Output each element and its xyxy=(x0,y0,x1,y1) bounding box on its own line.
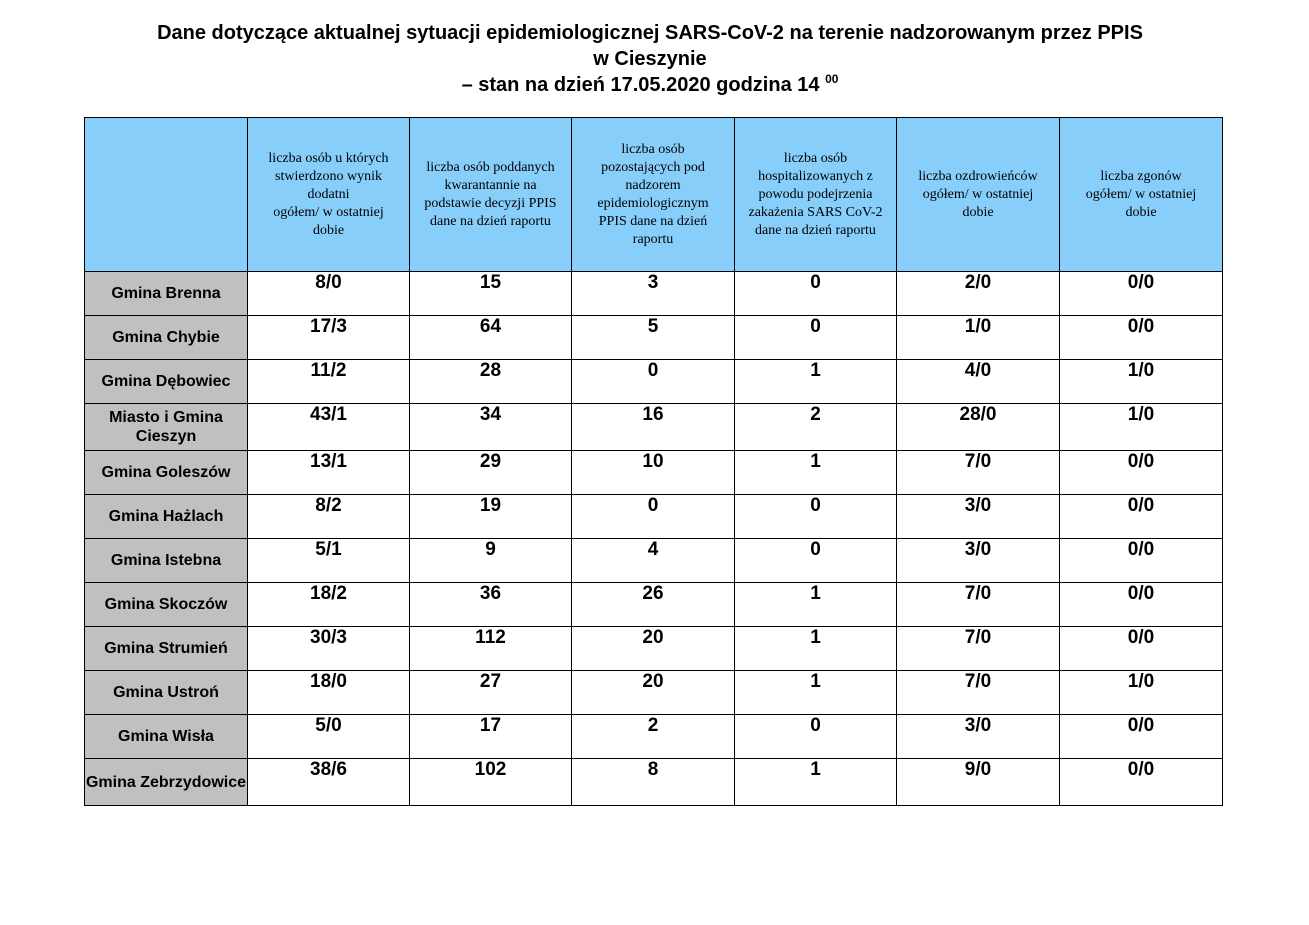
header-positive-cases: liczba osób u których stwierdzono wynik dodatni ogółem/ w ostatniej dobie xyxy=(248,118,410,272)
header-quarantine: liczba osób poddanych kwarantannie na podstawie decyzji PPIS dane na dzień raportu xyxy=(410,118,572,272)
value-cell: 0/0 xyxy=(1060,316,1223,360)
value-cell: 19 xyxy=(410,495,572,539)
table-row xyxy=(85,272,1223,316)
value-cell: 102 xyxy=(410,759,572,806)
value-cell: 1 xyxy=(735,627,897,671)
value-cell: 17/3 xyxy=(248,316,410,360)
value-cell: 0 xyxy=(735,495,897,539)
value-cell: 112 xyxy=(410,627,572,671)
header-hospitalized: liczba osób hospitalizowanych z powodu podejrzenia zakażenia SARS CoV-2 dane na dzień raportu xyxy=(735,118,897,272)
title-line-2: w Cieszynie xyxy=(593,48,707,70)
value-cell: 5/1 xyxy=(248,539,410,583)
value-cell: 0/0 xyxy=(1060,272,1223,316)
value-cell: 29 xyxy=(410,451,572,495)
value-cell: 1 xyxy=(735,583,897,627)
value-cell: 9/0 xyxy=(897,759,1060,806)
value-cell: 5 xyxy=(572,316,735,360)
value-cell: 43/1 xyxy=(248,404,410,451)
value-cell: 9 xyxy=(410,539,572,583)
value-cell: 1/0 xyxy=(1060,404,1223,451)
title-line-3 xyxy=(0,72,1300,98)
value-cell: 3/0 xyxy=(897,495,1060,539)
value-cell: 30/3 xyxy=(248,627,410,671)
table-row xyxy=(85,759,1223,806)
municipality-name-cell: Gmina Skoczów xyxy=(85,583,248,627)
municipality-name-cell: Miasto i Gmina Cieszyn xyxy=(85,404,248,451)
table-row xyxy=(85,360,1223,404)
table-row xyxy=(85,671,1223,715)
value-cell: 3/0 xyxy=(897,715,1060,759)
header-recovered: liczba ozdrowieńców ogółem/ w ostatniej dobie xyxy=(897,118,1060,272)
value-cell: 0/0 xyxy=(1060,627,1223,671)
value-cell: 28 xyxy=(410,360,572,404)
value-cell: 0/0 xyxy=(1060,539,1223,583)
table-row xyxy=(85,539,1223,583)
table-row xyxy=(85,451,1223,495)
value-cell: 0/0 xyxy=(1060,759,1223,806)
value-cell: 10 xyxy=(572,451,735,495)
value-cell: 1 xyxy=(735,671,897,715)
table-row xyxy=(85,495,1223,539)
header-supervision: liczba osób pozostających pod nadzorem epidemiologicznym PPIS dane na dzień raportu xyxy=(572,118,735,272)
value-cell: 0 xyxy=(572,495,735,539)
title-date-text: – stan na dzień 17.05.2020 godzina 14 xyxy=(461,74,820,96)
value-cell: 1 xyxy=(735,759,897,806)
value-cell: 34 xyxy=(410,404,572,451)
value-cell: 27 xyxy=(410,671,572,715)
value-cell: 20 xyxy=(572,671,735,715)
table-body xyxy=(85,272,1223,806)
municipality-name-cell: Gmina Goleszów xyxy=(85,451,248,495)
value-cell: 28/0 xyxy=(897,404,1060,451)
value-cell: 0 xyxy=(735,715,897,759)
value-cell: 7/0 xyxy=(897,671,1060,715)
municipality-name-cell: Gmina Hażlach xyxy=(85,495,248,539)
value-cell: 2 xyxy=(735,404,897,451)
value-cell: 15 xyxy=(410,272,572,316)
value-cell: 36 xyxy=(410,583,572,627)
value-cell: 0 xyxy=(735,272,897,316)
value-cell: 20 xyxy=(572,627,735,671)
title-hour-superscript: 00 xyxy=(825,72,839,86)
value-cell: 1/0 xyxy=(1060,360,1223,404)
value-cell: 2 xyxy=(572,715,735,759)
value-cell: 0/0 xyxy=(1060,451,1223,495)
value-cell: 1 xyxy=(735,360,897,404)
value-cell: 7/0 xyxy=(897,583,1060,627)
value-cell: 17 xyxy=(410,715,572,759)
value-cell: 1 xyxy=(735,451,897,495)
header-deaths: liczba zgonów ogółem/ w ostatniej dobie xyxy=(1060,118,1223,272)
value-cell: 7/0 xyxy=(897,627,1060,671)
table-row xyxy=(85,316,1223,360)
value-cell: 16 xyxy=(572,404,735,451)
value-cell: 0/0 xyxy=(1060,583,1223,627)
municipality-name-cell: Gmina Wisła xyxy=(85,715,248,759)
value-cell: 5/0 xyxy=(248,715,410,759)
value-cell: 0 xyxy=(735,539,897,583)
report-title xyxy=(0,20,1300,98)
epidemic-status-table xyxy=(84,117,1223,806)
table-row xyxy=(85,715,1223,759)
title-line-1: Dane dotyczące aktualnej sytuacji epidemiologicznej SARS-CoV-2 na terenie nadzorowanym przez PPIS xyxy=(157,22,1143,44)
value-cell: 8/2 xyxy=(248,495,410,539)
value-cell: 0/0 xyxy=(1060,495,1223,539)
value-cell: 18/0 xyxy=(248,671,410,715)
municipality-name-cell: Gmina Chybie xyxy=(85,316,248,360)
value-cell: 4/0 xyxy=(897,360,1060,404)
value-cell: 3/0 xyxy=(897,539,1060,583)
value-cell: 1/0 xyxy=(1060,671,1223,715)
municipality-name-cell: Gmina Zebrzydowice xyxy=(85,759,248,806)
value-cell: 0 xyxy=(572,360,735,404)
value-cell: 64 xyxy=(410,316,572,360)
value-cell: 8/0 xyxy=(248,272,410,316)
municipality-name-cell: Gmina Ustroń xyxy=(85,671,248,715)
value-cell: 8 xyxy=(572,759,735,806)
value-cell: 11/2 xyxy=(248,360,410,404)
value-cell: 1/0 xyxy=(897,316,1060,360)
value-cell: 7/0 xyxy=(897,451,1060,495)
municipality-name-cell: Gmina Istebna xyxy=(85,539,248,583)
value-cell: 4 xyxy=(572,539,735,583)
table-row xyxy=(85,583,1223,627)
value-cell: 38/6 xyxy=(248,759,410,806)
value-cell: 3 xyxy=(572,272,735,316)
value-cell: 0 xyxy=(735,316,897,360)
table-header-row xyxy=(85,118,1223,272)
table-row xyxy=(85,404,1223,451)
value-cell: 2/0 xyxy=(897,272,1060,316)
municipality-name-cell: Gmina Strumień xyxy=(85,627,248,671)
value-cell: 18/2 xyxy=(248,583,410,627)
value-cell: 13/1 xyxy=(248,451,410,495)
municipality-name-cell: Gmina Dębowiec xyxy=(85,360,248,404)
value-cell: 26 xyxy=(572,583,735,627)
header-corner-cell xyxy=(85,118,248,272)
table-row xyxy=(85,627,1223,671)
value-cell: 0/0 xyxy=(1060,715,1223,759)
municipality-name-cell: Gmina Brenna xyxy=(85,272,248,316)
